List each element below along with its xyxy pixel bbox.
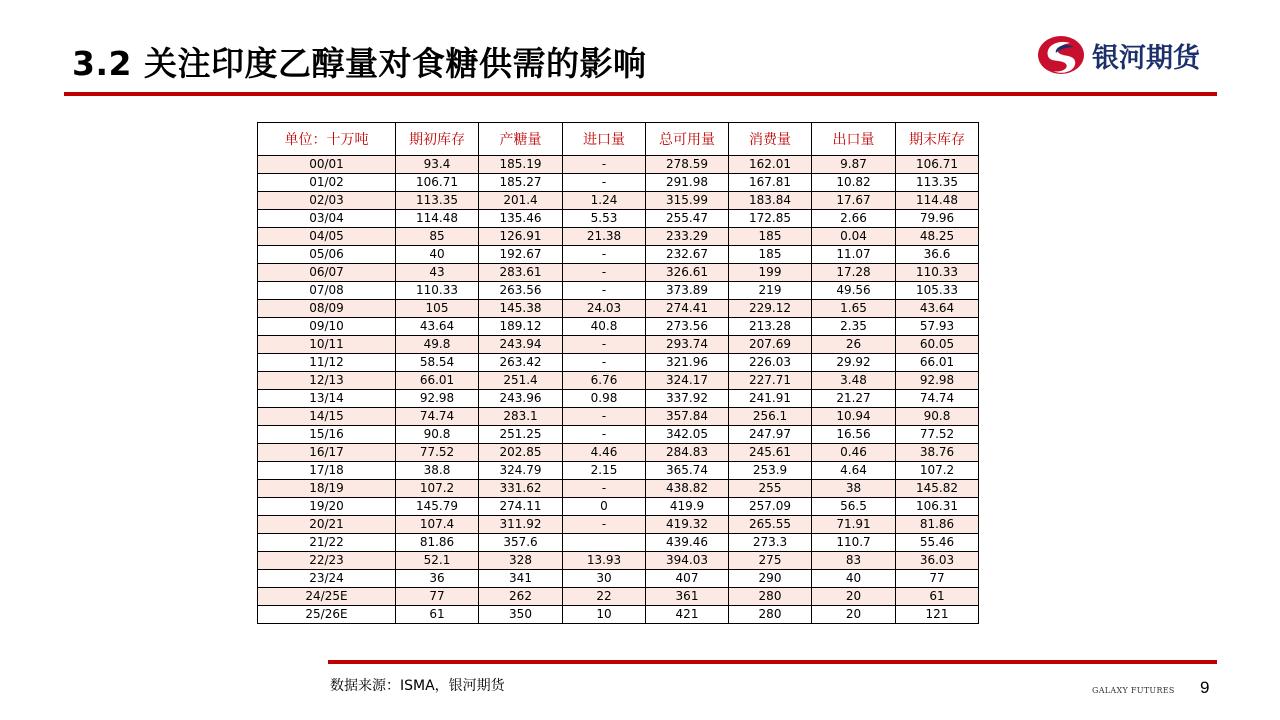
table-row [258, 354, 979, 372]
table-cell: 0.46 [812, 444, 896, 462]
table-cell: 43.64 [396, 318, 479, 336]
footer-divider [328, 660, 1217, 664]
table-cell: 22 [563, 588, 646, 606]
title-divider [64, 92, 1217, 96]
season-cell: 18/19 [258, 480, 396, 498]
season-cell: 02/03 [258, 192, 396, 210]
table-header-cell: 出口量 [812, 123, 896, 156]
table-cell: 17.28 [812, 264, 896, 282]
slide-title: 3.2 关注印度乙醇量对食糖供需的影响 [72, 44, 647, 83]
season-cell: 01/02 [258, 174, 396, 192]
table-row [258, 426, 979, 444]
table-cell: 226.03 [729, 354, 812, 372]
table-cell: 293.74 [646, 336, 729, 354]
table-cell: 145.79 [396, 498, 479, 516]
table-cell: 311.92 [479, 516, 563, 534]
table-cell: 93.4 [396, 156, 479, 174]
table-cell: 274.11 [479, 498, 563, 516]
table-cell: 40 [812, 570, 896, 588]
table-cell: 162.01 [729, 156, 812, 174]
table-cell: 256.1 [729, 408, 812, 426]
table-cell: 77.52 [896, 426, 979, 444]
table-header-row [258, 123, 979, 156]
table-cell: 113.35 [896, 174, 979, 192]
table-header-cell: 总可用量 [646, 123, 729, 156]
table-cell: 419.9 [646, 498, 729, 516]
table-cell: 77 [896, 570, 979, 588]
table-cell: 253.9 [729, 462, 812, 480]
table-cell: 107.2 [896, 462, 979, 480]
table-cell: 233.29 [646, 228, 729, 246]
table-cell: 106.71 [896, 156, 979, 174]
table-cell: 106.31 [896, 498, 979, 516]
table-cell: 263.56 [479, 282, 563, 300]
table-cell: 439.46 [646, 534, 729, 552]
table-cell: 273.56 [646, 318, 729, 336]
table-cell: 213.28 [729, 318, 812, 336]
table-cell: 326.61 [646, 264, 729, 282]
table-row [258, 264, 979, 282]
table-cell: 81.86 [896, 516, 979, 534]
table-cell: 232.67 [646, 246, 729, 264]
table-cell: 56.5 [812, 498, 896, 516]
page-number: 9 [1200, 678, 1210, 697]
table-row [258, 156, 979, 174]
table-cell: 48.25 [896, 228, 979, 246]
table-cell: - [563, 480, 646, 498]
table-row [258, 318, 979, 336]
table-cell: 92.98 [896, 372, 979, 390]
table-cell: 38.76 [896, 444, 979, 462]
table-cell: 66.01 [396, 372, 479, 390]
table-cell: 251.25 [479, 426, 563, 444]
table-cell: 61 [396, 606, 479, 624]
table-cell: 57.93 [896, 318, 979, 336]
table-row [258, 336, 979, 354]
table-cell: 419.32 [646, 516, 729, 534]
table-cell: 79.96 [896, 210, 979, 228]
table-cell: 207.69 [729, 336, 812, 354]
season-cell: 16/17 [258, 444, 396, 462]
table-cell: - [563, 174, 646, 192]
table-header-cell: 进口量 [563, 123, 646, 156]
table-cell: 394.03 [646, 552, 729, 570]
table-cell: 278.59 [646, 156, 729, 174]
table-cell: 4.64 [812, 462, 896, 480]
footer-brand: GALAXY FUTURES [1092, 686, 1175, 695]
table-cell: 105 [396, 300, 479, 318]
table-row [258, 228, 979, 246]
table-cell: 324.17 [646, 372, 729, 390]
season-cell: 04/05 [258, 228, 396, 246]
table-cell: 227.71 [729, 372, 812, 390]
table-cell: 241.91 [729, 390, 812, 408]
table-cell: 350 [479, 606, 563, 624]
season-cell: 11/12 [258, 354, 396, 372]
table-cell: 324.79 [479, 462, 563, 480]
table-cell: 341 [479, 570, 563, 588]
sugar-balance-table [257, 122, 979, 624]
table-cell: 110.33 [896, 264, 979, 282]
table-cell: 3.48 [812, 372, 896, 390]
table-row [258, 300, 979, 318]
table-cell: 55.46 [896, 534, 979, 552]
table-cell: - [563, 408, 646, 426]
table-cell: 145.82 [896, 480, 979, 498]
season-cell: 23/24 [258, 570, 396, 588]
table-cell: 58.54 [396, 354, 479, 372]
table-cell: 90.8 [896, 408, 979, 426]
table-cell: 185 [729, 228, 812, 246]
table-cell: 71.91 [812, 516, 896, 534]
season-cell: 19/20 [258, 498, 396, 516]
table-cell: 36.6 [896, 246, 979, 264]
table-cell: 255.47 [646, 210, 729, 228]
table-cell: 43 [396, 264, 479, 282]
table-cell: 265.55 [729, 516, 812, 534]
table-row [258, 444, 979, 462]
table-cell: 1.65 [812, 300, 896, 318]
table-cell: 262 [479, 588, 563, 606]
season-cell: 03/04 [258, 210, 396, 228]
company-logo [1036, 34, 1200, 76]
data-source: 数据来源：ISMA，银河期货 [330, 678, 505, 694]
table-cell: 36 [396, 570, 479, 588]
table-cell: 90.8 [396, 426, 479, 444]
table-cell: 21.27 [812, 390, 896, 408]
table-cell: 114.48 [896, 192, 979, 210]
table-cell: 10.94 [812, 408, 896, 426]
table-cell: 6.76 [563, 372, 646, 390]
season-cell: 25/26E [258, 606, 396, 624]
table-row [258, 408, 979, 426]
table-cell: - [563, 426, 646, 444]
table-cell: 0.04 [812, 228, 896, 246]
table-cell: 61 [896, 588, 979, 606]
table-cell: 49.56 [812, 282, 896, 300]
table-row [258, 174, 979, 192]
table-header-cell: 产糖量 [479, 123, 563, 156]
table-cell: 85 [396, 228, 479, 246]
table-cell: 36.03 [896, 552, 979, 570]
table-cell: - [563, 282, 646, 300]
season-cell: 21/22 [258, 534, 396, 552]
table-cell: 9.87 [812, 156, 896, 174]
table-row [258, 246, 979, 264]
table-row [258, 516, 979, 534]
season-cell: 24/25E [258, 588, 396, 606]
season-cell: 05/06 [258, 246, 396, 264]
table-cell: 274.41 [646, 300, 729, 318]
table-cell: 421 [646, 606, 729, 624]
table-cell: 30 [563, 570, 646, 588]
table-cell: 0 [563, 498, 646, 516]
table-cell: 110.33 [396, 282, 479, 300]
table-cell: 185 [729, 246, 812, 264]
table-cell: 74.74 [896, 390, 979, 408]
table-cell: 114.48 [396, 210, 479, 228]
season-cell: 13/14 [258, 390, 396, 408]
table-cell: 342.05 [646, 426, 729, 444]
table-cell: - [563, 156, 646, 174]
table-cell: 219 [729, 282, 812, 300]
table-cell: 257.09 [729, 498, 812, 516]
table-cell: 199 [729, 264, 812, 282]
table-cell: 113.35 [396, 192, 479, 210]
table-cell: 189.12 [479, 318, 563, 336]
logo-text: 银河期货 [1092, 42, 1200, 74]
table-cell: 2.66 [812, 210, 896, 228]
table-cell: 438.82 [646, 480, 729, 498]
table-cell: 407 [646, 570, 729, 588]
galaxy-logo-icon [1036, 34, 1086, 76]
table-cell: 245.61 [729, 444, 812, 462]
table-cell: 192.67 [479, 246, 563, 264]
table-cell: 77.52 [396, 444, 479, 462]
table-cell: 60.05 [896, 336, 979, 354]
table-cell: 105.33 [896, 282, 979, 300]
table-cell: 185.19 [479, 156, 563, 174]
season-cell: 22/23 [258, 552, 396, 570]
season-cell: 06/07 [258, 264, 396, 282]
table-cell: 229.12 [729, 300, 812, 318]
table-cell: 275 [729, 552, 812, 570]
table-cell: 331.62 [479, 480, 563, 498]
season-cell: 00/01 [258, 156, 396, 174]
table-row [258, 192, 979, 210]
table-cell: 243.96 [479, 390, 563, 408]
table-row [258, 480, 979, 498]
table-cell: 172.85 [729, 210, 812, 228]
season-cell: 10/11 [258, 336, 396, 354]
table-cell: - [563, 264, 646, 282]
table-cell: 49.8 [396, 336, 479, 354]
table-cell: 185.27 [479, 174, 563, 192]
table-header-cell: 消费量 [729, 123, 812, 156]
table-cell [563, 534, 646, 552]
table-cell: 5.53 [563, 210, 646, 228]
season-cell: 14/15 [258, 408, 396, 426]
table-cell: 2.35 [812, 318, 896, 336]
table-cell: 52.1 [396, 552, 479, 570]
table-cell: - [563, 516, 646, 534]
table-cell: 107.4 [396, 516, 479, 534]
table-cell: 81.86 [396, 534, 479, 552]
table-cell: 92.98 [396, 390, 479, 408]
table-cell: 43.64 [896, 300, 979, 318]
table-cell: 2.15 [563, 462, 646, 480]
table-cell: 17.67 [812, 192, 896, 210]
table-row [258, 210, 979, 228]
table-header-cell: 单位：十万吨 [258, 123, 396, 156]
table-cell: 365.74 [646, 462, 729, 480]
table-cell: 357.84 [646, 408, 729, 426]
table-cell: 290 [729, 570, 812, 588]
table-cell: 135.46 [479, 210, 563, 228]
table-cell: 38 [812, 480, 896, 498]
table-cell: 107.2 [396, 480, 479, 498]
table-cell: 83 [812, 552, 896, 570]
table-cell: 1.24 [563, 192, 646, 210]
season-cell: 09/10 [258, 318, 396, 336]
table-cell: 321.96 [646, 354, 729, 372]
table-cell: 183.84 [729, 192, 812, 210]
table-cell: 280 [729, 588, 812, 606]
table-row [258, 588, 979, 606]
table-row [258, 552, 979, 570]
table-cell: 110.7 [812, 534, 896, 552]
table-header-cell: 期末库存 [896, 123, 979, 156]
season-cell: 17/18 [258, 462, 396, 480]
table-cell: 16.56 [812, 426, 896, 444]
table-cell: 255 [729, 480, 812, 498]
table-cell: 201.4 [479, 192, 563, 210]
table-cell: 357.6 [479, 534, 563, 552]
table-cell: 247.97 [729, 426, 812, 444]
table-cell: 29.92 [812, 354, 896, 372]
table-cell: 121 [896, 606, 979, 624]
table-cell: 315.99 [646, 192, 729, 210]
table-cell: 263.42 [479, 354, 563, 372]
table-header-cell: 期初库存 [396, 123, 479, 156]
table-cell: 328 [479, 552, 563, 570]
season-cell: 15/16 [258, 426, 396, 444]
table-cell: 361 [646, 588, 729, 606]
table-cell: 145.38 [479, 300, 563, 318]
table-cell: 284.83 [646, 444, 729, 462]
table-cell: 167.81 [729, 174, 812, 192]
table-row [258, 372, 979, 390]
table-cell: 283.1 [479, 408, 563, 426]
season-cell: 08/09 [258, 300, 396, 318]
table-row [258, 606, 979, 624]
table-cell: 202.85 [479, 444, 563, 462]
season-cell: 07/08 [258, 282, 396, 300]
table-cell: 38.8 [396, 462, 479, 480]
table-row [258, 390, 979, 408]
table-cell: 243.94 [479, 336, 563, 354]
table-row [258, 462, 979, 480]
table-cell: 126.91 [479, 228, 563, 246]
table-cell: 40 [396, 246, 479, 264]
table-cell: 21.38 [563, 228, 646, 246]
table-cell: 40.8 [563, 318, 646, 336]
table-cell: 251.4 [479, 372, 563, 390]
table-cell: 20 [812, 588, 896, 606]
table-cell: 11.07 [812, 246, 896, 264]
table-cell: 337.92 [646, 390, 729, 408]
table-cell: 74.74 [396, 408, 479, 426]
table-cell: 10 [563, 606, 646, 624]
table-cell: 24.03 [563, 300, 646, 318]
table-row [258, 282, 979, 300]
table-cell: 273.3 [729, 534, 812, 552]
table-cell: 283.61 [479, 264, 563, 282]
table-cell: 20 [812, 606, 896, 624]
table-cell: - [563, 354, 646, 372]
table-cell: 106.71 [396, 174, 479, 192]
season-cell: 20/21 [258, 516, 396, 534]
table-row [258, 570, 979, 588]
table-cell: 13.93 [563, 552, 646, 570]
table-cell: 280 [729, 606, 812, 624]
table-row [258, 498, 979, 516]
season-cell: 12/13 [258, 372, 396, 390]
table-cell: 291.98 [646, 174, 729, 192]
table-row [258, 534, 979, 552]
table-cell: 77 [396, 588, 479, 606]
table-cell: 0.98 [563, 390, 646, 408]
table-cell: 10.82 [812, 174, 896, 192]
table-cell: - [563, 336, 646, 354]
table-cell: 66.01 [896, 354, 979, 372]
table-cell: - [563, 246, 646, 264]
table-cell: 26 [812, 336, 896, 354]
table-cell: 4.46 [563, 444, 646, 462]
table-cell: 373.89 [646, 282, 729, 300]
